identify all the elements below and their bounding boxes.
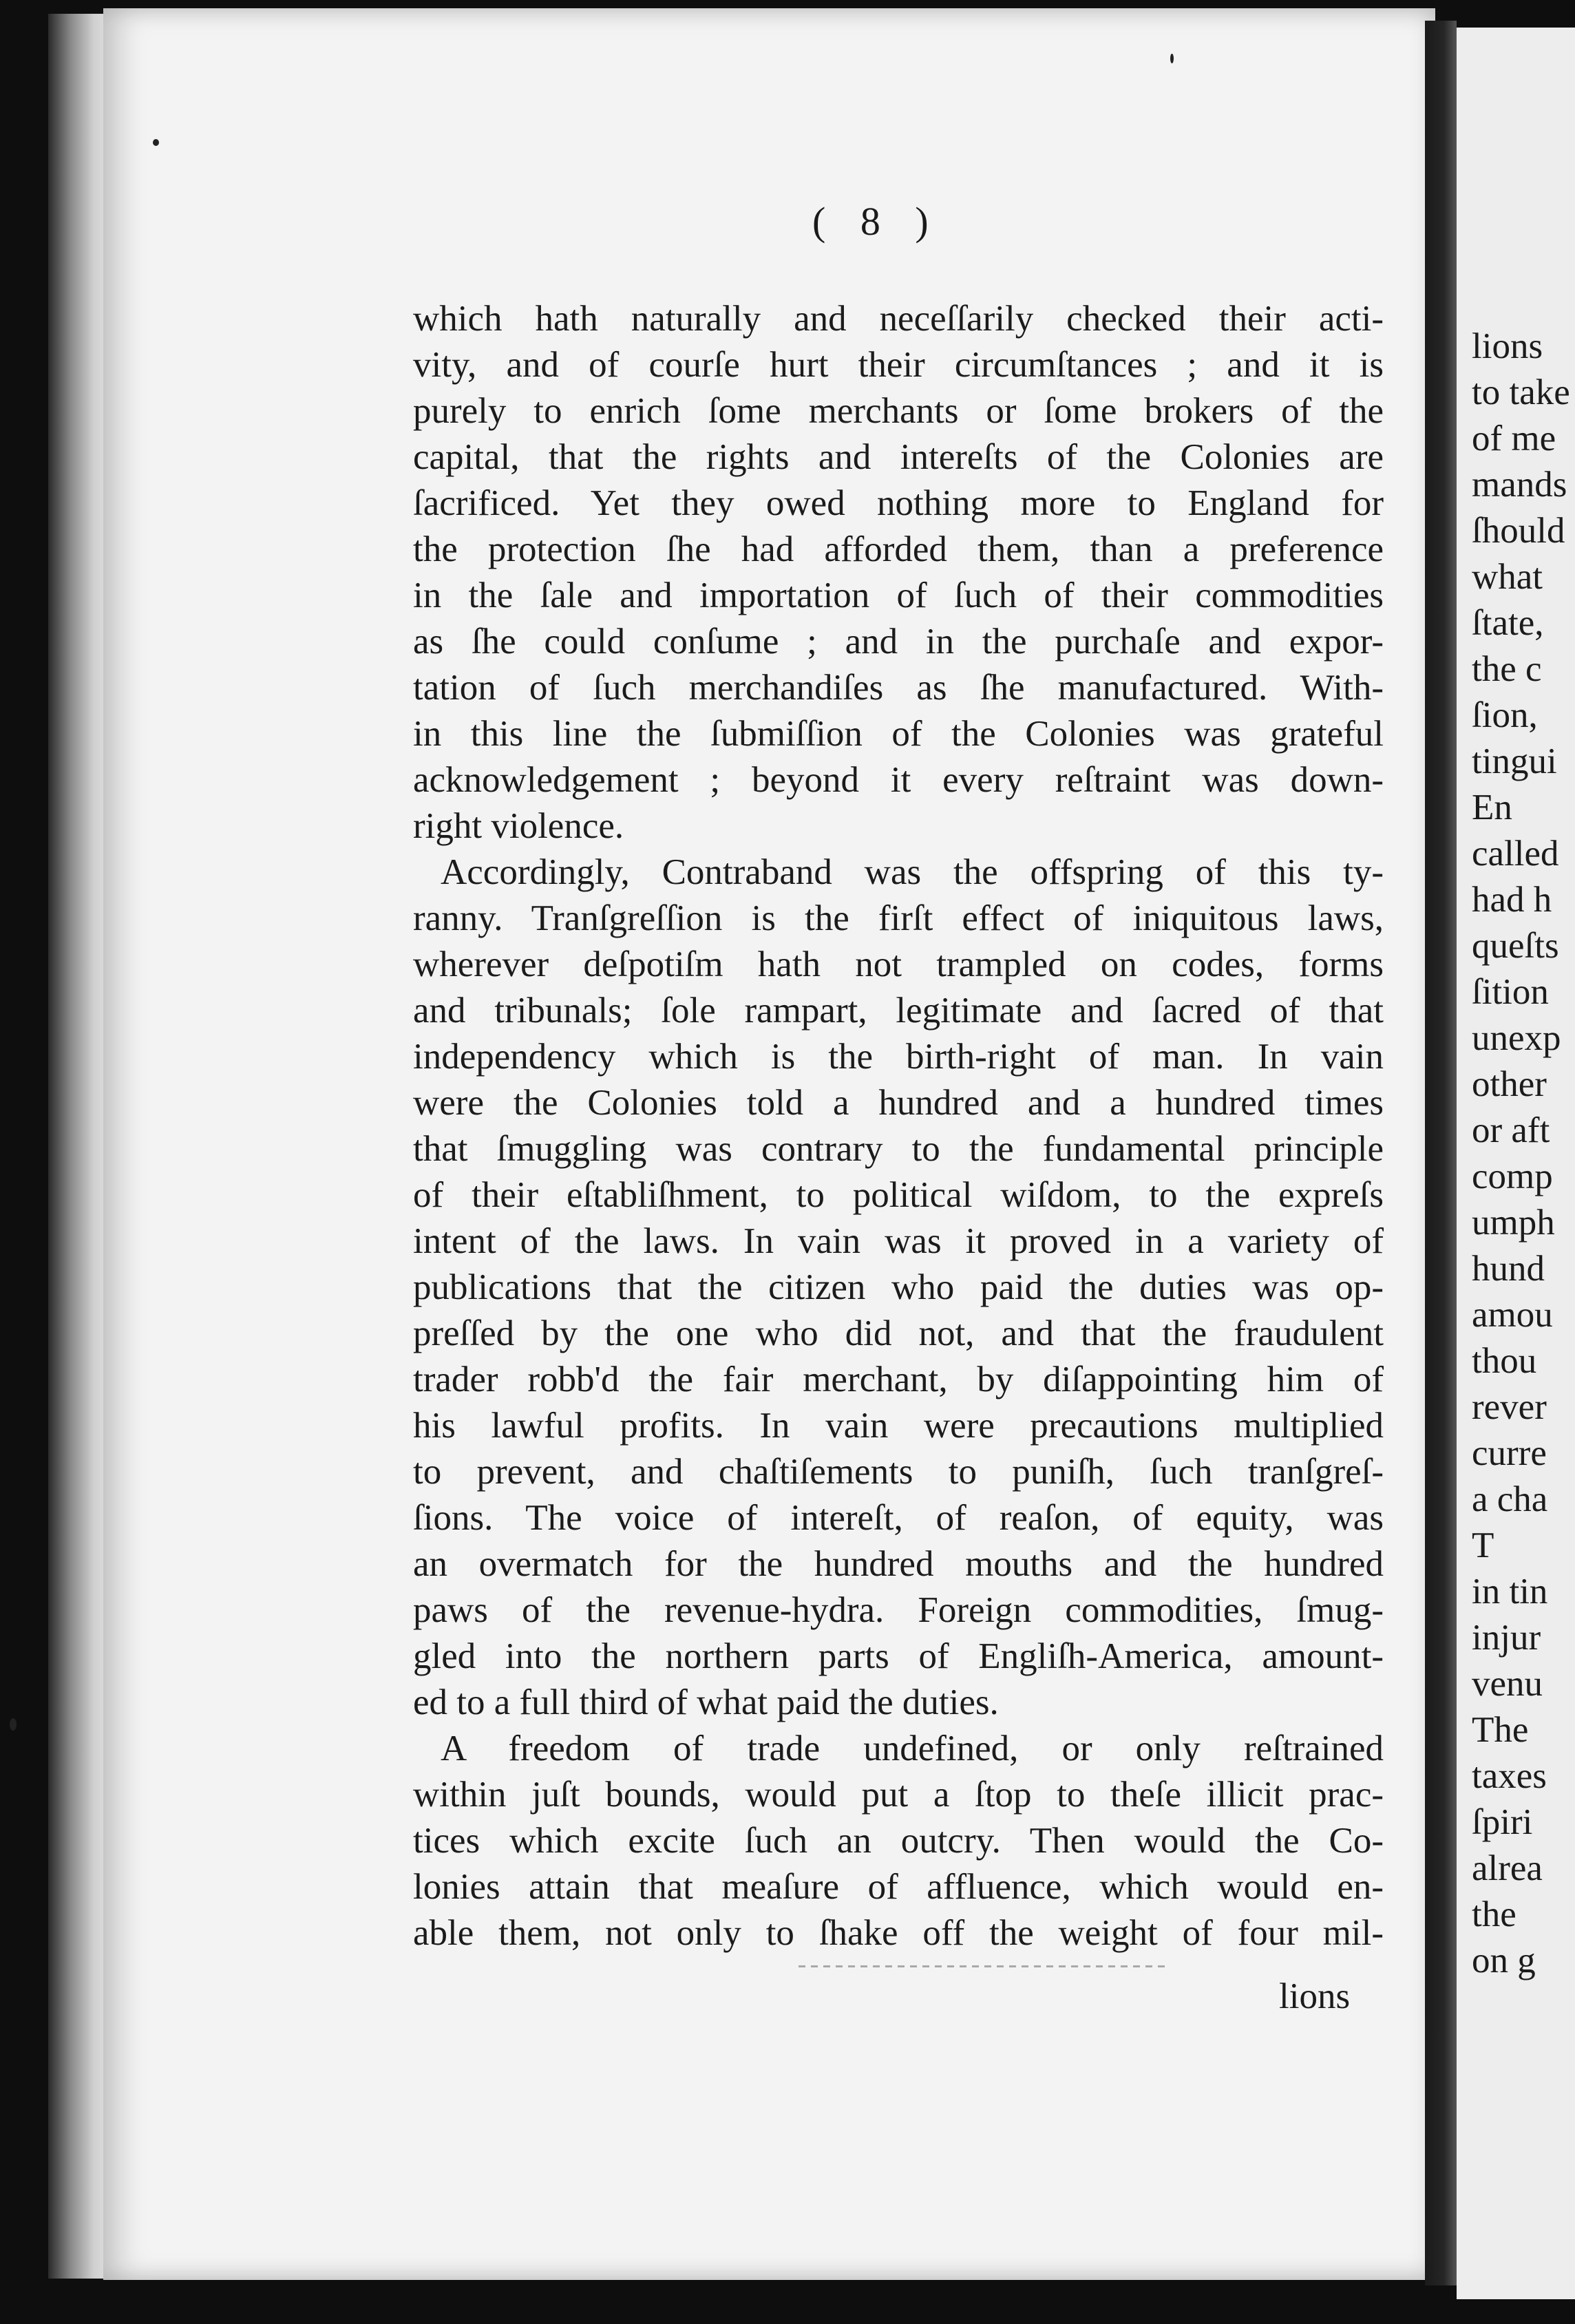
text-line: were the Colonies told a hundred and a hundred times: [413, 1083, 1384, 1123]
next-page-line: ſition: [1472, 972, 1549, 1012]
next-page-line: a cha: [1472, 1479, 1548, 1519]
text-line: of their eſtabliſhment, to political wiſdom, to the expreſs: [413, 1175, 1384, 1215]
text-line: to prevent, and chaſtiſements to puniſh, ſuch tranſgreſ-: [413, 1452, 1384, 1492]
next-page-line: other: [1472, 1064, 1547, 1104]
page-gutter: [1425, 21, 1457, 2285]
next-page-line: mands: [1472, 465, 1567, 505]
text-line: and tribunals; ſole rampart, legitimate and ſacred of that: [413, 991, 1384, 1031]
text-line: his lawful profits. In vain were precautions multiplied: [413, 1406, 1384, 1446]
text-line: ſions. The voice of intereſt, of reaſon, of equity, was: [413, 1498, 1384, 1538]
page-body-text: [413, 296, 1384, 1956]
text-line: acknowledgement ; beyond it every reſtraint was down-: [413, 760, 1384, 800]
next-page-line: venu: [1472, 1664, 1543, 1704]
next-page-line: the: [1472, 1894, 1516, 1934]
next-page-line: ſhould: [1472, 511, 1565, 551]
ink-speck: [10, 1718, 17, 1731]
text-line: tation of ſuch merchandiſes as ſhe manufactured. With-: [413, 668, 1384, 708]
next-page-line: curre: [1472, 1433, 1547, 1473]
text-line: as ſhe could conſume ; and in the purchaſe and expor-: [413, 622, 1384, 662]
text-line: trader robb'd the fair merchant, by diſappointing him of: [413, 1360, 1384, 1399]
text-line: gled into the northern parts of Engliſh-America, amount-: [413, 1636, 1384, 1676]
text-line: ranny. Tranſgreſſion is the firſt effect of iniquitous laws,: [413, 898, 1384, 938]
next-page-line: En: [1472, 788, 1512, 827]
next-page-line: ſpiri: [1472, 1802, 1533, 1842]
next-page-line: ſtate,: [1472, 603, 1544, 643]
next-page-line: amou: [1472, 1295, 1553, 1335]
text-line: Accordingly, Contraband was the offspring of this ty-: [441, 852, 1384, 892]
text-line: capital, that the rights and intereſts of the Colonies are: [413, 437, 1384, 477]
next-page-line: queſts: [1472, 926, 1559, 966]
next-page-line: or aft: [1472, 1110, 1550, 1150]
text-line: in the ſale and importation of ſuch of their commodities: [413, 575, 1384, 615]
next-page-line: rever: [1472, 1387, 1547, 1427]
text-line: tices which excite ſuch an outcry. Then would the Co-: [413, 1821, 1384, 1861]
text-line: preſſed by the one who did not, and that the fraudulent: [413, 1313, 1384, 1353]
text-line: ſacrificed. Yet they owed nothing more to England for: [413, 483, 1384, 523]
text-line: paws of the revenue-hydra. Foreign commodities, ſmug-: [413, 1590, 1384, 1630]
next-page-fragment: [1457, 28, 1575, 2299]
text-line: independency which is the birth-right of man. In vain: [413, 1037, 1384, 1077]
next-page-line: the c: [1472, 649, 1542, 689]
next-page-text: [1472, 324, 1575, 1984]
text-line: able them, not only to ſhake off the weight of four mil-: [413, 1913, 1384, 1953]
text-line: wherever deſpotiſm hath not trampled on codes, forms: [413, 944, 1384, 984]
next-page-line: to take: [1472, 372, 1570, 412]
next-page-line: T: [1472, 1525, 1494, 1565]
next-page-line: comp: [1472, 1156, 1553, 1196]
page-number: ( 8 ): [812, 199, 941, 244]
text-line: intent of the laws. In vain was it proved in a variety of: [413, 1221, 1384, 1261]
next-page-line: hund: [1472, 1249, 1545, 1289]
text-line: the protection ſhe had afforded them, than a preference: [413, 529, 1384, 569]
next-page-line: The: [1472, 1710, 1529, 1750]
text-line: right violence.: [413, 806, 624, 846]
next-page-line: ſion,: [1472, 695, 1538, 735]
next-page-line: thou: [1472, 1341, 1537, 1381]
text-line: A freedom of trade undefined, or only reſtrained: [441, 1729, 1384, 1768]
next-page-line: umph: [1472, 1203, 1555, 1243]
next-page-line: had h: [1472, 880, 1552, 920]
next-page-line: alrea: [1472, 1848, 1543, 1888]
next-page-line: injur: [1472, 1618, 1541, 1658]
text-line: in this line the ſubmiſſion of the Colonies was grateful: [413, 714, 1384, 754]
next-page-line: taxes: [1472, 1756, 1547, 1796]
ink-speck: [1170, 54, 1174, 63]
next-page-line: called: [1472, 834, 1559, 874]
text-line: ed to a full third of what paid the duties.: [413, 1682, 999, 1722]
next-page-line: unexp: [1472, 1018, 1561, 1058]
next-page-line: lions: [1472, 326, 1543, 366]
text-line: an overmatch for the hundred mouths and the hundred: [413, 1544, 1384, 1584]
text-line: purely to enrich ſome merchants or ſome brokers of the: [413, 391, 1384, 431]
next-page-line: on g: [1472, 1941, 1536, 1980]
ink-speck: [153, 139, 159, 146]
text-line: lonies attain that meaſure of affluence, which would en-: [413, 1867, 1384, 1907]
next-page-line: tingui: [1472, 741, 1557, 781]
next-page-line: in tin: [1472, 1572, 1548, 1612]
text-line: which hath naturally and neceſſarily checked their acti-: [413, 299, 1384, 339]
text-line: that ſmuggling was contrary to the fundamental principle: [413, 1129, 1384, 1169]
catchword: lions: [1279, 1976, 1351, 2016]
next-page-line: what: [1472, 557, 1543, 597]
text-line: vity, and of courſe hurt their circumſtances ; and it is: [413, 345, 1384, 385]
next-page-line: of me: [1472, 419, 1556, 458]
dotted-rule: [799, 1965, 1170, 1967]
text-line: publications that the citizen who paid the duties was op-: [413, 1267, 1384, 1307]
text-line: within juſt bounds, would put a ſtop to theſe illicit prac-: [413, 1775, 1384, 1815]
